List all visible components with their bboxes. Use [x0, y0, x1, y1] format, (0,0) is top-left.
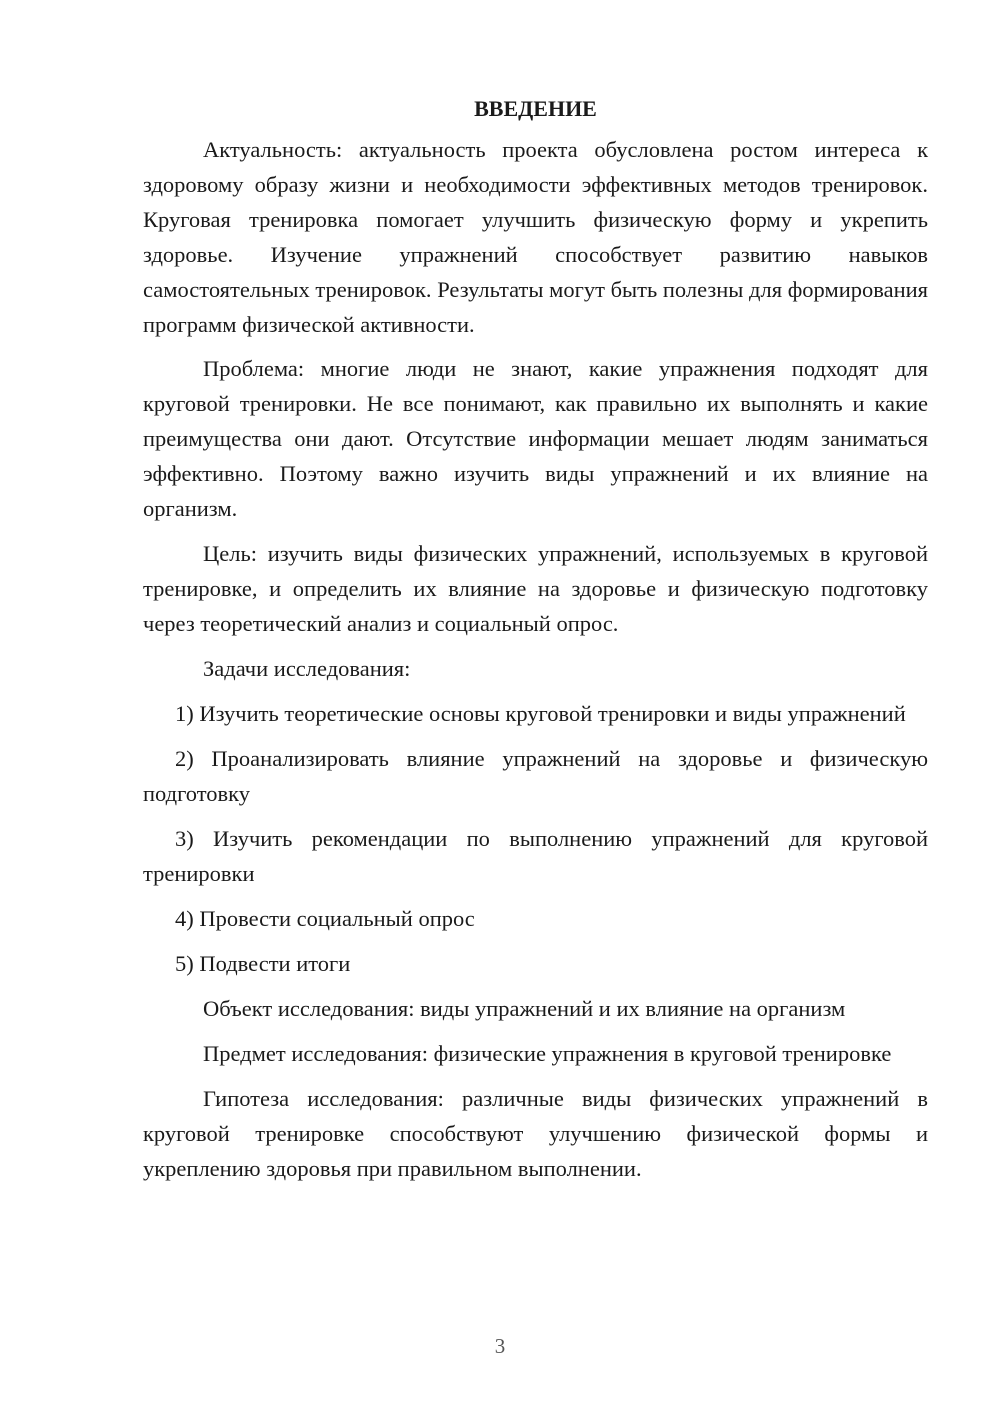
document-page — [143, 92, 928, 1196]
subject-paragraph: Предмет исследования: физические упражнения в круговой тренировке — [203, 1041, 892, 1066]
task-item-3: 3) Изучить рекомендации по выполнению упражнений для круговой тренировки — [143, 826, 928, 886]
tasks-list — [143, 696, 928, 981]
section-heading: ВВЕДЕНИЕ — [474, 96, 597, 121]
task-item-1: 1) Изучить теоретические основы круговой тренировки и виды упражнений — [175, 701, 906, 726]
actuality-paragraph: Актуальность: актуальность проекта обусловлена ростом интереса к здоровому образу жизни и необходимости эффективных методов тренировок. Круговая тренировка помогает улучшить физическую форму и укрепить здоровье. Изучение упражнений способствует развитию навыков самостоятельных тренировок. Результаты могут быть полезны для формирования программ физической активности. — [143, 137, 928, 337]
tasks-label: Задачи исследования: — [203, 656, 411, 681]
hypothesis-paragraph: Гипотеза исследования: различные виды физических упражнений в круговой тренировке способствуют улучшению физической формы и укреплению здоровья при правильном выполнении. — [143, 1086, 928, 1181]
problem-paragraph: Проблема: многие люди не знают, какие упражнения подходят для круговой тренировки. Не все понимают, как правильно их выполнять и какие преимущества они дают. Отсутствие информации мешает людям заниматься эффективно. Поэтому важно изучить виды упражнений и их влияние на организм. — [143, 356, 928, 521]
object-paragraph: Объект исследования: виды упражнений и их влияние на организм — [203, 996, 846, 1021]
task-item-4: 4) Провести социальный опрос — [175, 906, 475, 931]
page-number: 3 — [494, 1334, 506, 1358]
task-item-2: 2) Проанализировать влияние упражнений на здоровье и физическую подготовку — [143, 746, 928, 806]
goal-paragraph: Цель: изучить виды физических упражнений, используемых в круговой тренировке, и определить их влияние на здоровье и физическую подготовку через теоретический анализ и социальный опрос. — [143, 541, 928, 636]
task-item-5: 5) Подвести итоги — [175, 951, 351, 976]
